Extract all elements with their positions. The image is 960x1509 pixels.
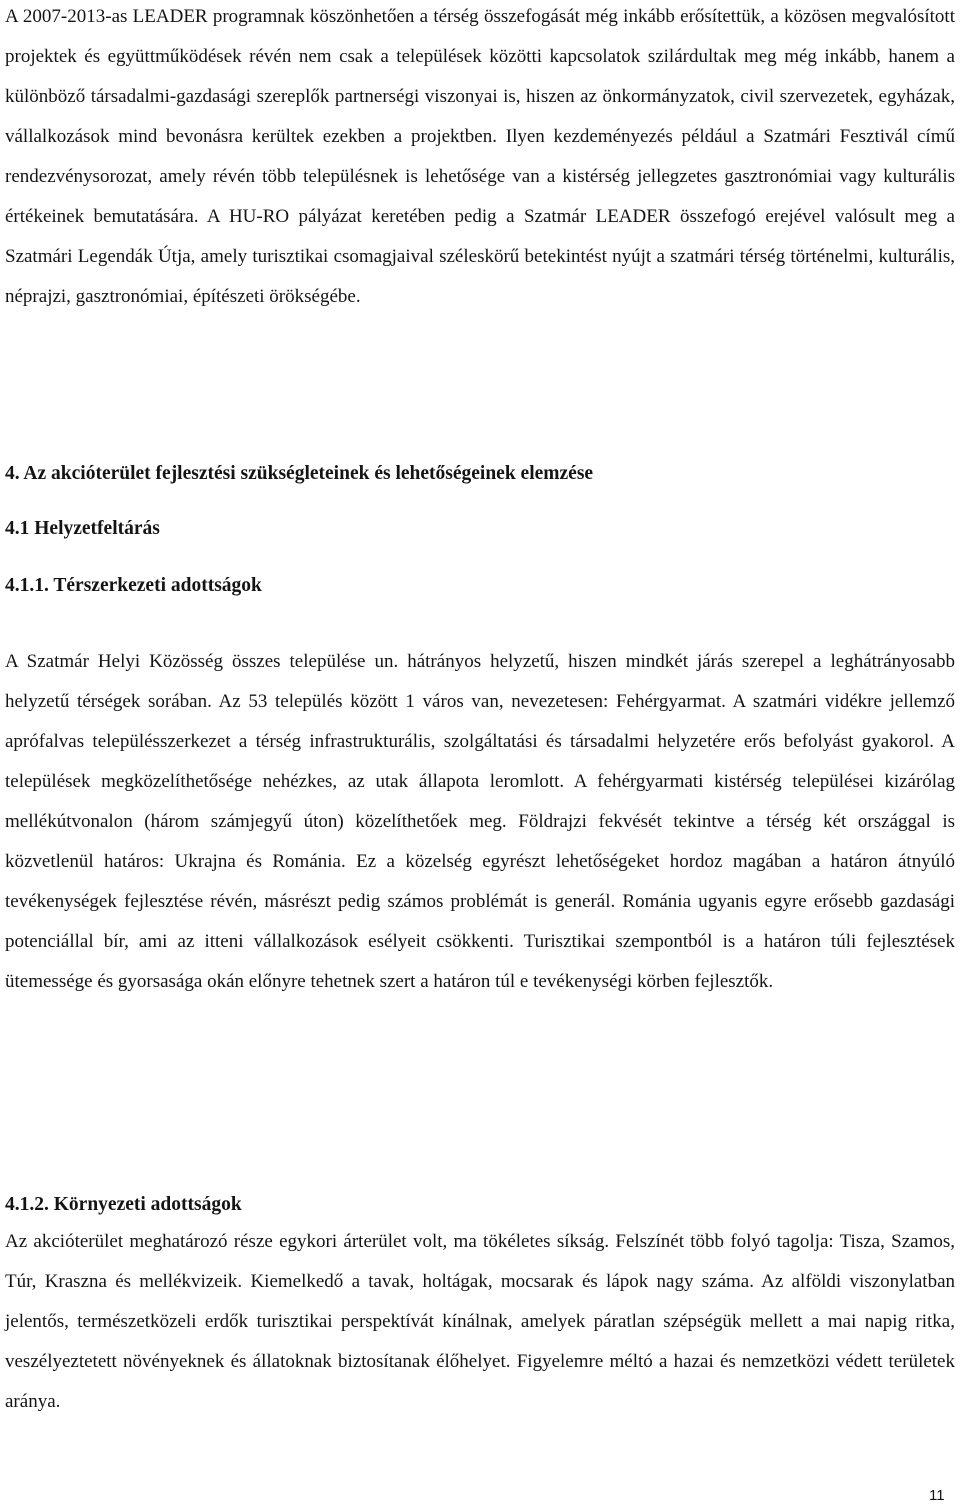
page-number: 11 [929, 1487, 945, 1504]
paragraph-terszerkezet: A Szatmár Helyi Közösség összes települése un. hátrányos helyzetű, hiszen mindkét járás szerepel a leghátrányosabb helyzetű térségek sorában. Az 53 település között 1 város van, nevezetesen: Fehérgyarmat. A szatmári vidékre jellemző aprófalvas településszerkezet a térség infrastrukturális, szolgáltatási és társadalmi helyzetére erős befolyást gyakorol. A települések megközelíthetősége nehézkes, az utak állapota leromlott. A fehérgyarmati kistérség települései kizárólag mellékútvonalon (három számjegyű úton) közelíthetőek meg. Földrajzi fekvését tekintve a térség két országgal is közvetlenül határos: Ukrajna és Románia. Ez a közelség egyrészt lehetőségeket hordoz magában a határon átnyúló tevékenységek fejlesztése révén, másrészt pedig számos problémát is generál. Románia ugyanis egyre erősebb gazdasági potenciállal bír, ami az itteni vállalkozások esélyeit csökkenti. Turisztikai szempontból is a határon túli fejlesztések ütemessége és gyorsasága okán előnyre tehetnek szert a határon túl e tevékenységi körben fejlesztők. [5, 651, 955, 992]
section-heading-4: 4. Az akcióterület fejlesztési szükségleteinek és lehetőségeinek elemzése [5, 463, 594, 484]
paragraph-leader-program: A 2007-2013-as LEADER programnak köszönhetően a térség összefogását még inkább erősítettük, a közösen megvalósított projektek és együttműködések révén nem csak a települések közötti kapcsolatok szilárdultak meg még inkább, hanem a különböző társadalmi-gazdasági szereplők partnerségi viszonyai is, hiszen az önkormányzatok, civil szervezetek, egyházak, vállalkozások mind bevonásra kerültek ezekben a projektben. Ilyen kezdeményezés például a Szatmári Fesztivál című rendezvénysorozat, amely révén több településnek is lehetősége van a kistérség jellegzetes gasztronómiai vagy kulturális értékeinek bemutatására. A HU-RO pályázat keretében pedig a Szatmár LEADER összefogó erejével valósult meg a Szatmári Legendák Útja, amely turisztikai csomagjaival széleskörű betekintést nyújt a szatmári térség történelmi, kulturális, néprajzi, gasztronómiai, építészeti örökségébe. [5, 6, 955, 307]
section-heading-4-1: 4.1 Helyzetfeltárás [5, 518, 160, 539]
paragraph-kornyezet: Az akcióterület meghatározó része egykori árterület volt, ma tökéletes síkság. Felszínét több folyó tagolja: Tisza, Szamos, Túr, Kraszna és mellékvizeik. Kiemelkedő a tavak, holtágak, mocsarak és lápok nagy száma. Az alföldi viszonylatban jelentős, természetközeli erdők turisztikai perspektívát kínálnak, amelyek páratlan szépségük mellett a mai napig ritka, veszélyeztetett növényeknek és állatoknak biztosítanak élőhelyet. Figyelemre méltó a hazai és nemzetközi védett területek aránya. [5, 1231, 955, 1412]
section-heading-4-1-1: 4.1.1. Térszerkezeti adottságok [5, 575, 262, 596]
section-heading-4-1-2: 4.1.2. Környezeti adottságok [5, 1194, 242, 1215]
